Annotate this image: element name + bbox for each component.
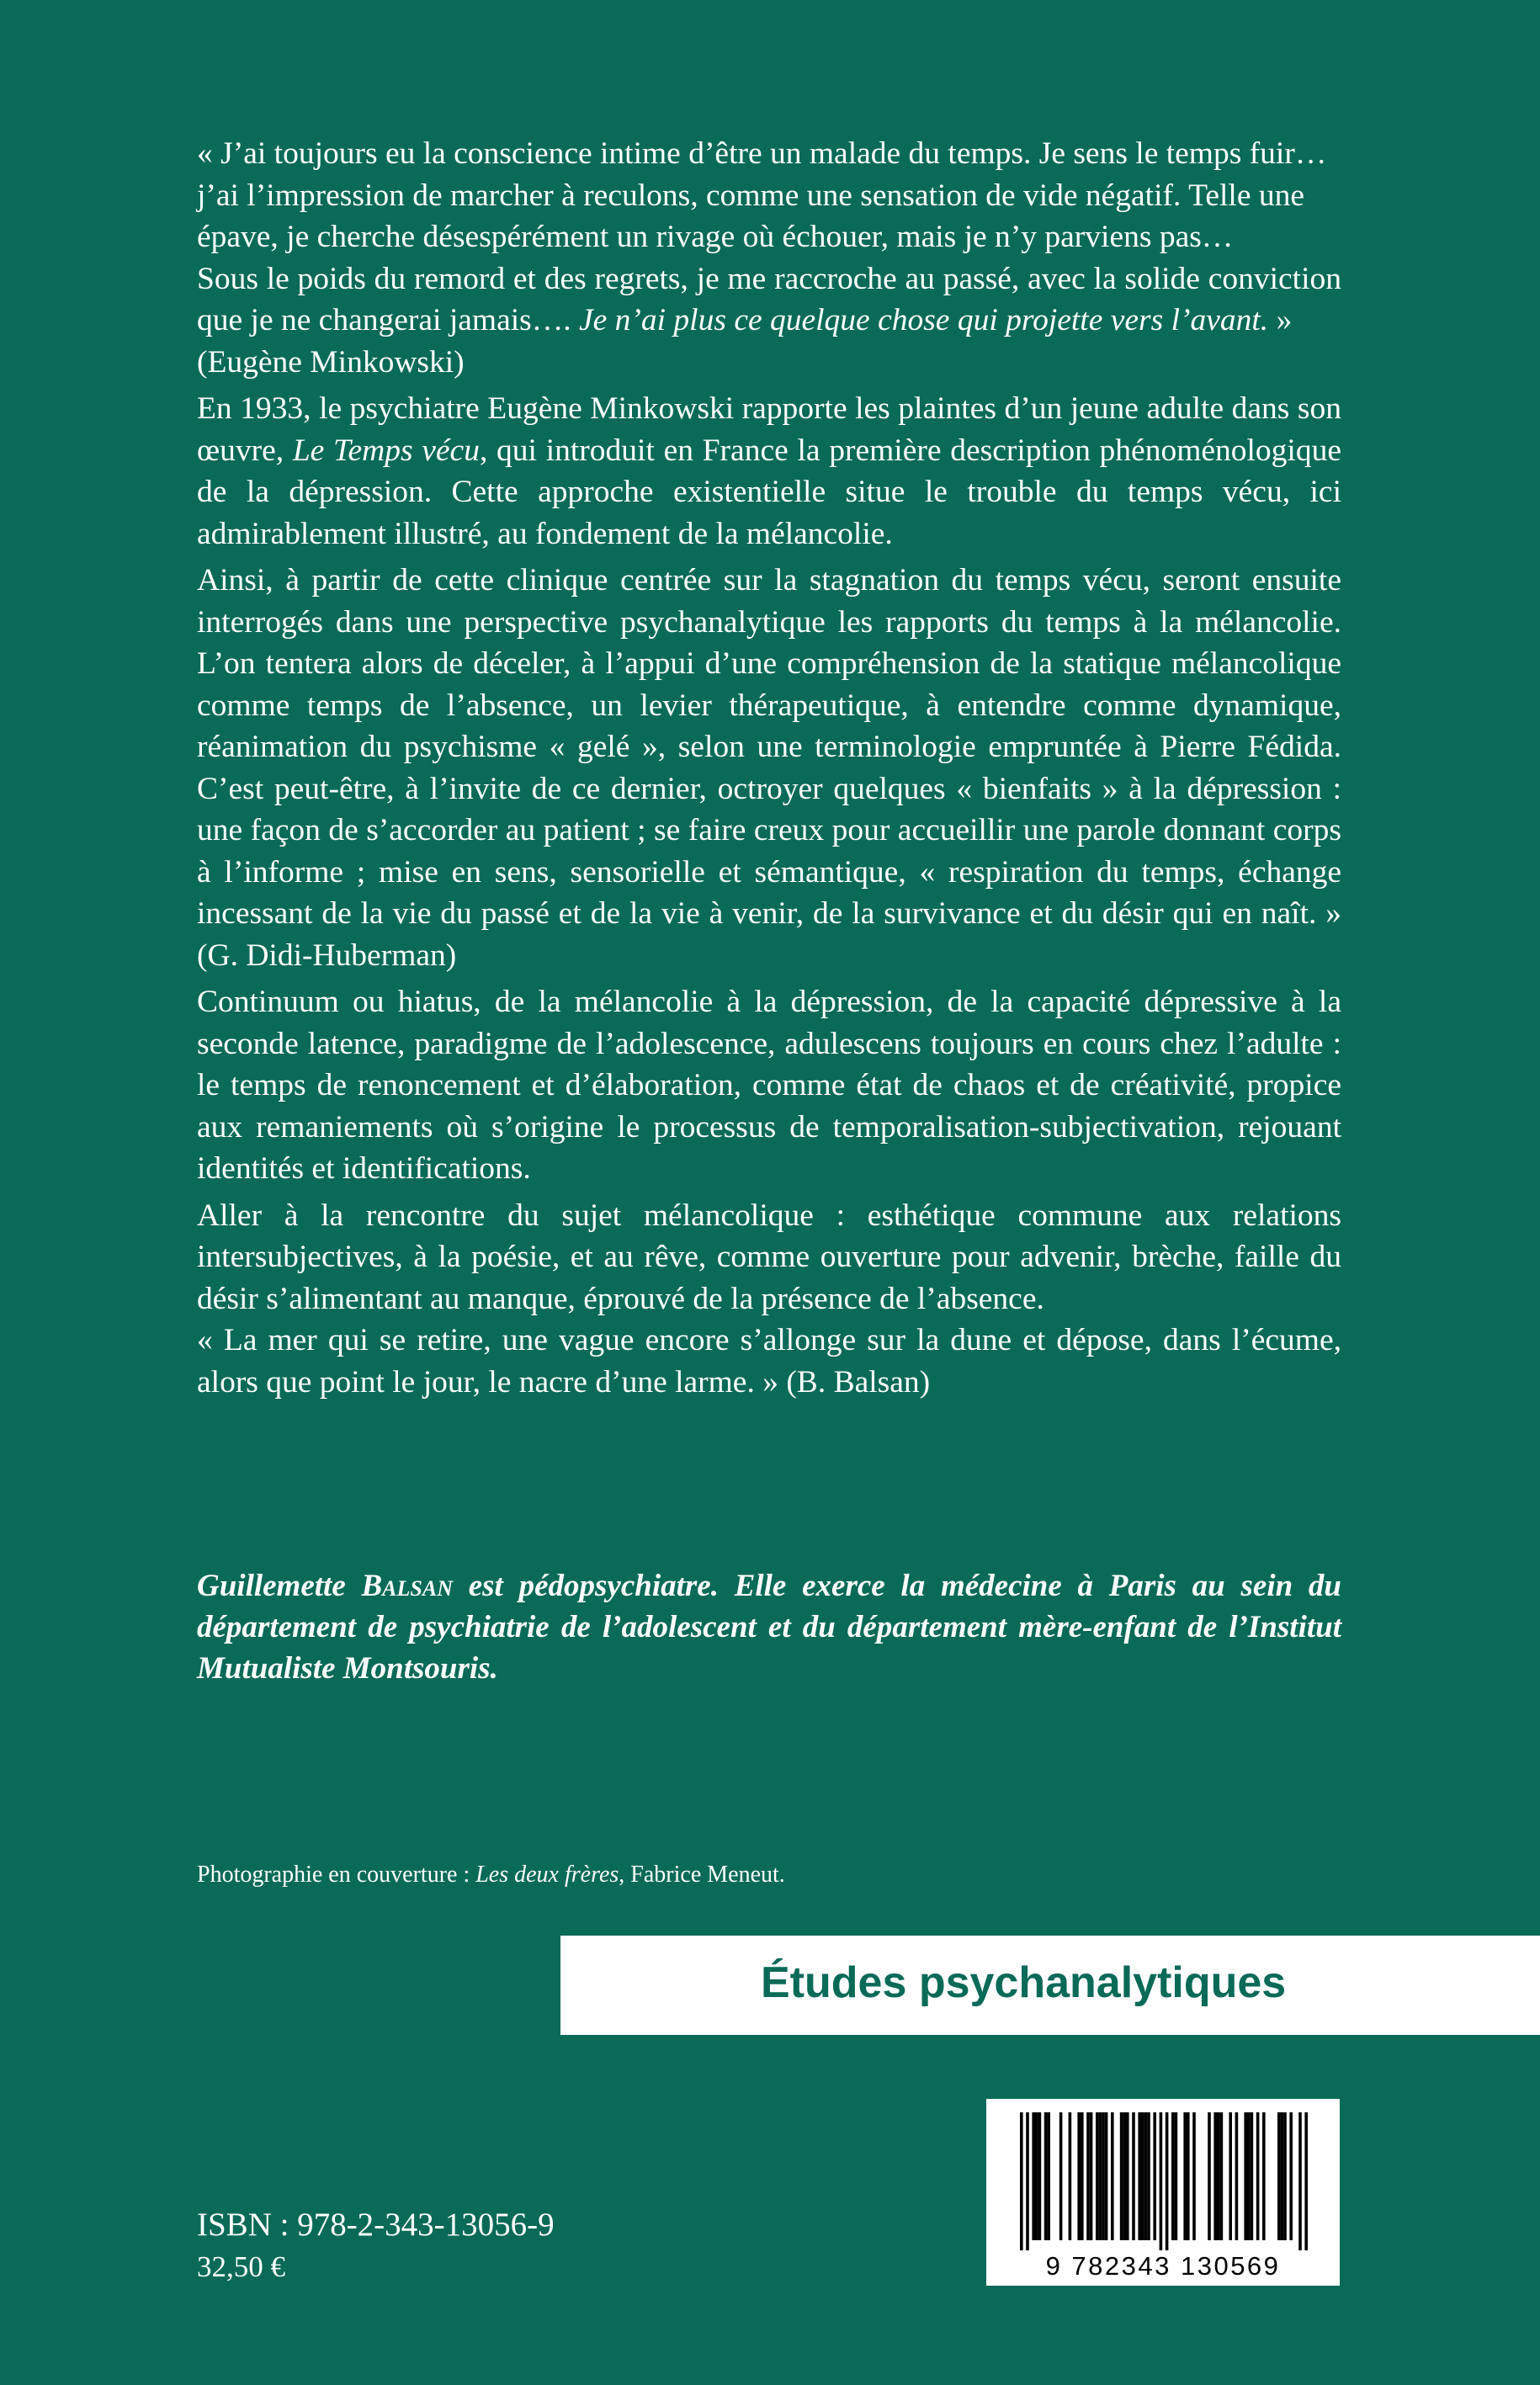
barcode-bar [1247,2112,1251,2240]
blurb-paragraph: En 1933, le psychiatre Eugène Minkowski rapporte les plaintes d’un jeune adulte dans son œuvre, Le Temps vécu, qui introduit en France la première description phénoménologique de la dépression. Cette approche existentielle situe le trouble du temps vécu, ici admirablement illustré, au fondement de la mélancolie. [197,391,1341,551]
barcode-bar [1277,2112,1281,2240]
barcode-bar [1026,2112,1029,2250]
barcode-bar [1120,2112,1123,2240]
barcode-bar [1141,2112,1144,2240]
isbn: ISBN : 978-2-343-13056-9 [197,2207,555,2243]
opening-quote: « J’ai toujours eu la conscience intime d’être un malade du temps. Je sens le temps fuir… j’ai l’impression de marcher à reculons, comme une sensation de vide négatif. Telle une épave, je cherche désespérément un rivage où échouer, mais je n’y parviens pas… [197,136,1327,254]
price: 32,50 € [197,2250,285,2283]
barcode-bar [1111,2112,1114,2240]
barcode-bar [1208,2112,1211,2240]
author-last-name: Balsan [361,1569,453,1603]
author-bio-text: est pédopsychiatre. Elle exerce la médecine à Paris au sein du département de psychiatrie de l’adolescent et du département mère-enfant de l’Institut Mutualiste Montsouris. [197,1569,1342,1686]
barcode-bar [1032,2112,1035,2240]
blurb [197,133,1341,1403]
barcode-bar [1217,2112,1220,2240]
blurb-paragraph: Aller à la rencontre du sujet mélancolique : esthétique commune aux relations intersubjectives, à la poésie, et au rêve, comme ouverture pour advenir, brèche, faille du désir s’alimentant au manque, éprouvé de la présence de l’absence. [197,1198,1341,1316]
barcode-bar [1283,2112,1287,2240]
barcode-bar [1069,2112,1072,2240]
barcode-bar [1105,2112,1108,2240]
barcode-bar [1035,2112,1038,2240]
barcode-bar [1090,2112,1093,2240]
barcode-bar [1138,2112,1141,2240]
opening-quote-continued: Sous le poids du remord et des regrets, je me raccroche au passé, avec la solide conviction que je ne changerai jamais…. Je n’ai plus ce quelque chose qui projette vers l’avant. » [197,261,1341,337]
barcode-bar [1099,2112,1102,2240]
barcode-bar [1081,2112,1084,2240]
barcode [986,2099,1340,2286]
barcode-bar [1144,2112,1148,2240]
barcode-bar [1086,2112,1090,2240]
barcode-bar [1244,2112,1247,2240]
barcode-bar [1220,2112,1224,2240]
barcode-bar [1213,2112,1217,2240]
barcode-bar [1235,2112,1239,2240]
barcode-bar [1251,2112,1254,2240]
barcode-bar [1192,2112,1196,2240]
photo-credit: Photographie en couverture : Les deux frères, Fabrice Meneut. [197,1862,785,1888]
barcode-bar [1123,2112,1126,2240]
barcode-bar [1183,2112,1187,2240]
barcode-bar [1047,2112,1050,2240]
barcode-bar [1147,2112,1150,2240]
barcode-bar [1171,2112,1175,2240]
series-title: Études psychanalytiques [761,1958,1287,2007]
closing-quote: « La mer qui se retire, une vague encore s’allonge sur la dune et dépose, dans l’écume, alors que point le jour, le nacre d’une larme. » (B. Balsan) [197,1323,1341,1400]
barcode-bar [1020,2112,1023,2250]
barcode-bar [1096,2112,1099,2240]
series-band [560,1936,1540,2035]
barcode-bars [986,2099,1340,2259]
author-first-name: Guillemette [197,1569,362,1603]
barcode-bar [1160,2112,1163,2250]
barcode-bar [1132,2112,1135,2240]
barcode-bar [1304,2112,1308,2250]
barcode-bar [1126,2112,1129,2240]
barcode-bar [1044,2112,1048,2240]
barcode-digits: 9 782343 130569 [1045,2251,1281,2281]
blurb-paragraph: Ainsi, à partir de cette clinique centrée sur la stagnation du temps vécu, seront ensuite interrogés dans une perspective psychanalytique les rapports du temps à la mélancolie. L’on tentera alors de déceler, à l’appui d’une compréhension de la statique mélancolique comme temps de l’absence, un levier thérapeutique, à entendre comme dynamique, réanimation du psychisme « gelé », selon une terminologie empruntée à Pierre Fédida. C’est peut-être, à l’invite de ce dernier, octroyer quelques « bienfaits » à la dépression : une façon de s’accorder au patient ; se faire creux pour accueillir une parole donnant corps à l’informe ; mise en sens, sensorielle et sémantique, « respiration du temps, échange incessant de la vie du passé et de la vie à venir, de la survivance et du désir qui en naît. » (G. Didi-Huberman) [197,563,1341,973]
quote-attribution: (Eugène Minkowski) [197,344,465,380]
barcode-bar [1256,2112,1260,2240]
barcode-bar [1038,2112,1042,2240]
barcode-bar [1166,2112,1169,2250]
barcode-bar [1059,2112,1063,2240]
barcode-bar [1298,2112,1302,2250]
barcode-bar [1077,2112,1081,2240]
blurb-paragraph: Continuum ou hiatus, de la mélancolie à la dépression, de la capacité dépressive à la seconde latence, paradigme de l’adolescence, adulescens toujours en cours chez l’adulte : le temps de renoncement et d’élaboration, comme état de chaos et de créativité, propice aux remaniements où s’origine le processus de temporalisation-subjectivation, rejouant identités et identifications. [197,985,1341,1186]
barcode-bar [1153,2112,1156,2240]
author-bio [197,1565,1341,1689]
barcode-bar [1289,2112,1293,2240]
barcode-bar [1187,2112,1190,2240]
barcode-bar [1262,2112,1266,2240]
barcode-bar [1281,2112,1284,2240]
barcode-bar [1102,2112,1105,2240]
barcode-bar [1175,2112,1178,2240]
barcode-bar [1229,2112,1232,2240]
